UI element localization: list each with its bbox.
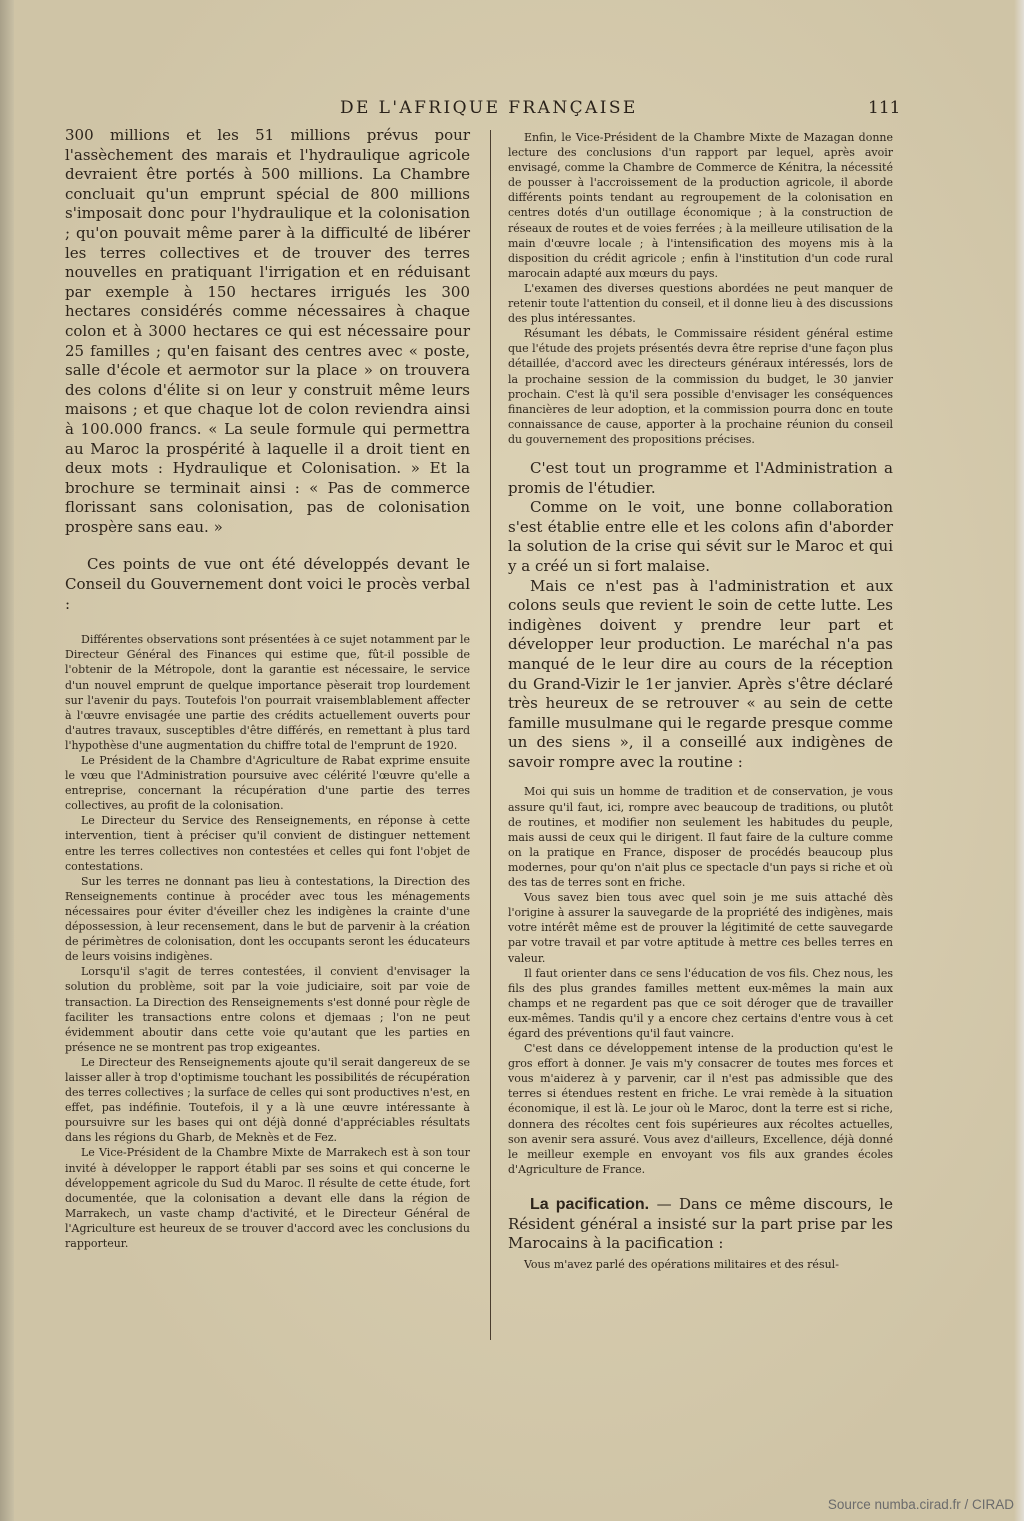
page-number: 111 <box>868 98 901 118</box>
page-right-margin <box>1014 0 1024 1521</box>
paragraph: Mais ce n'est pas à l'administration et aux colons seuls que revient le soin de cette lutte. Les indigènes doivent y prendre leur part et développer leur production. Le maréchal n'a pas manqué de le leur dire au cours de la réception du Grand-Vizir le 1er janvier. Après s'être déclaré très heureux de se retrouver « au sein de cette famille musulmane qui le regarde presque comme un des siens », il a conseillé aux indigènes de savoir rompre avec la routine : <box>508 576 893 771</box>
quote-paragraph: Il faut orienter dans ce sens l'éducation de vos fils. Chez nous, les fils des plus grandes familles mettent eux-mêmes la main aux champs et ne regardent pas que ce soit déroger que de travailler eux-mêmes. Tandis qu'il y a encore chez certains d'entre vous à cet égard des préventions qu'il faut vaincre. <box>508 966 893 1040</box>
minutes-paragraph: Résumant les débats, le Commissaire résident général estime que l'étude des projets présentés devra être reprise d'une façon plus détaillée, d'accord avec les directeurs généraux intéressés, lors de la prochaine session de la commission du budget, le 30 janvier prochain. C'est là qu'il sera possible d'envisager les conséquences financières de leur adoption, et la commission pourra donc en toute connaissance de cause, apporter à la prochaine réunion du conseil du gouvernement des propositions précises. <box>508 327 893 446</box>
left-column <box>65 126 470 1251</box>
paragraph: Ces points de vue ont été développés devant le Conseil du Gouvernement dont voici le procès verbal : <box>65 555 470 613</box>
paragraph: C'est tout un programme et l'Administration a promis de l'étudier. <box>508 458 893 497</box>
quote-paragraph: Moi qui suis un homme de tradition et de conservation, je vous assure qu'il faut, ici, rompre avec beaucoup de traditions, ou plutôt de routines, et modifier non seulement les habitudes du peuple, mais aussi de ceux qui le dirigent. Il faut faire de la culture comme on la pratique en France, disposer de procédés beaucoup plus modernes, pour qu'on n'ait plus ce spectacle d'un pays si riche et où des tas de terres sont en friche. <box>508 785 893 890</box>
minutes-paragraph: Le Directeur des Renseignements ajoute qu'il serait dangereux de se laisser aller à trop d'optimisme touchant les possibilités de récupération des terres collectives ; la surface de celles qui sont productives n'est, en effet, pas indéfinie. Toutefois, il y a là une œuvre intéressante à poursuivre sur les bases qui ont déjà donné d'appréciables résultats dans les régions du Gharb, de Meknès et de Fez. <box>65 1055 470 1145</box>
quote-paragraph: Vous savez bien tous avec quel soin je me suis attaché dès l'origine à assurer la sauvegarde de la propriété des indigènes, mais votre intérêt même est de prouver la légitimité de cette sauvegarde par votre travail et par votre aptitude à mettre ces belles terres en valeur. <box>508 891 893 965</box>
paragraph: 300 millions et les 51 millions prévus pour l'assèchement des marais et l'hydraulique agricole devraient être portés à 500 millions. La Chambre concluait qu'un emprunt spécial de 800 millions s'imposait donc pour l'hydraulique et la colonisation ; qu'on pouvait même parer à la difficulté de libérer les terres collectives et de trouver des terres nouvelles en pratiquant l'irrigation et en réduisant par exemple à 150 hectares irrigués les 300 hectares considérés comme nécessaires à chaque colon et à 3000 hectares ce qui est nécessaire pour 25 familles ; qu'en faisant des centres avec « poste, salle d'école et aermotor sur la place » on trouvera des colons d'élite si on leur y construit même leurs maisons ; et que chaque lot de colon reviendra ainsi à 100.000 francs. « La seule formule qui permettra au Maroc la prospérité à laquelle il a droit tient en deux mots : Hydraulique et Colonisation. » Et la brochure se terminait ainsi : « Pas de commerce florissant sans colonisation, pas de colonisation prospère sans eau. » <box>65 126 470 536</box>
page-left-edge <box>0 0 14 1521</box>
minutes-paragraph: L'examen des diverses questions abordées ne peut manquer de retenir toute l'attention du conseil, et il donne lieu à des discussions des plus intéressantes. <box>508 281 893 326</box>
paragraph: Comme on le voit, une bonne collaboration s'est établie entre elle et les colons afin d'aborder la solution de la crise qui sévit sur le Maroc et qui y a créé un si fort malaise. <box>508 498 893 575</box>
minutes-paragraph: Enfin, le Vice-Président de la Chambre Mixte de Mazagan donne lecture des conclusions d'un rapport par lequel, après avoir envisagé, comme la Chambre de Commerce de Kénitra, la nécessité de pousser à l'accroissement de la production agricole, il aborde différents points tendant au regroupement de la colonisation en centres dotés d'un outillage économique ; à la construction de réseaux de routes et de voies ferrées ; à la meilleure utilisation de la main d'œuvre locale ; à l'intensification des moyens mis à la disposition du crédit agricole ; enfin à l'institution d'un code rural marocain adapté aux mœurs du pays. <box>508 131 893 280</box>
column-divider <box>490 130 491 1340</box>
section-text: — Dans ce même discours, le Résident général a insisté sur la part prise par les Marocains à la pacification : <box>508 1194 894 1253</box>
running-header-title: DE L'AFRIQUE FRANÇAISE <box>340 98 638 118</box>
minutes-paragraph: Le Vice-Président de la Chambre Mixte de Marrakech est à son tour invité à développer le rapport établi par ses soins et qui concerne le développement agricole du Sud du Maroc. Il résulte de cette étude, fort documentée, que la colonisation a devant elle dans la région de Marrakech, un vaste champ d'activité, et le Directeur Général de l'Agriculture est heureux de se trouver d'accord avec les conclusions du rapporteur. <box>65 1146 470 1250</box>
right-column <box>508 130 893 1272</box>
section-title: La pacification. <box>530 1195 650 1213</box>
quote-paragraph: C'est dans ce développement intense de la production qu'est le gros effort à donner. Je vais m'y consacrer de toutes mes forces et vous m'aiderez à y parvenir, car il n'est pas admissible que des terres si étendues restent en friche. Le vrai remède à la situation économique, il est là. Le jour où le Maroc, dont la terre est si riche, donnera des récoltes cent fois supérieures aux récoltes actuelles, son avenir sera assuré. Vous avez d'ailleurs, Excellence, déjà donné le meilleur exemple en envoyant vos fils aux grandes écoles d'Agriculture de France. <box>508 1042 893 1176</box>
section-paragraph <box>508 1195 893 1254</box>
source-credit: Source numba.cirad.fr / CIRAD <box>827 1497 1014 1512</box>
minutes-paragraph: Le Président de la Chambre d'Agriculture de Rabat exprime ensuite le vœu que l'Administration poursuive avec célérité l'œuvre qu'elle a entreprise, concernant la récupération d'une partie des terres collectives, au profit de la colonisation. <box>65 754 470 813</box>
minutes-paragraph: Lorsqu'il s'agit de terres contestées, il convient d'envisager la solution du problème, soit par la voie judiciaire, soit par voie de transaction. La Direction des Renseignements s'est donné pour règle de faciliter les transactions entre colons et djemaas ; l'on ne peut évidemment aboutir dans cette voie qu'autant que les parties en présence ne se montrent pas trop exigeantes. <box>65 965 470 1054</box>
minutes-paragraph: Différentes observations sont présentées à ce sujet notamment par le Directeur Général des Finances qui estime que, fût-il possible de l'obtenir de la Métropole, dont la garantie est nécessaire, le service d'un nouvel emprunt de quelque importance pèserait trop lourdement sur l'avenir du pays. Toutefois l'on pourrait vraisemblablement affecter à l'œuvre envisagée une partie des crédits actuellement ouverts pour d'autres travaux, susceptibles d'être différés, en remettant à plus tard l'hypothèse d'une augmentation du chiffre total de l'emprunt de 1920. <box>65 633 470 752</box>
quote-paragraph: Vous m'avez parlé des opérations militaires et des résul- <box>524 1257 839 1271</box>
minutes-paragraph: Le Directeur du Service des Renseignements, en réponse à cette intervention, tient à préciser qu'il convient de distinguer nettement entre les terres collectives non contestées et celles qui font l'objet de contestations. <box>65 814 470 873</box>
minutes-paragraph: Sur les terres ne donnant pas lieu à contestations, la Direction des Renseignements continue à procéder avec tous les ménagements nécessaires pour éviter d'éveiller chez les indigènes la crainte d'une dépossession, à leur recensement, dans le but de parvenir à la création de périmètres de colonisation, dont les occupants seront les éducateurs de leurs voisins indigènes. <box>65 874 470 964</box>
